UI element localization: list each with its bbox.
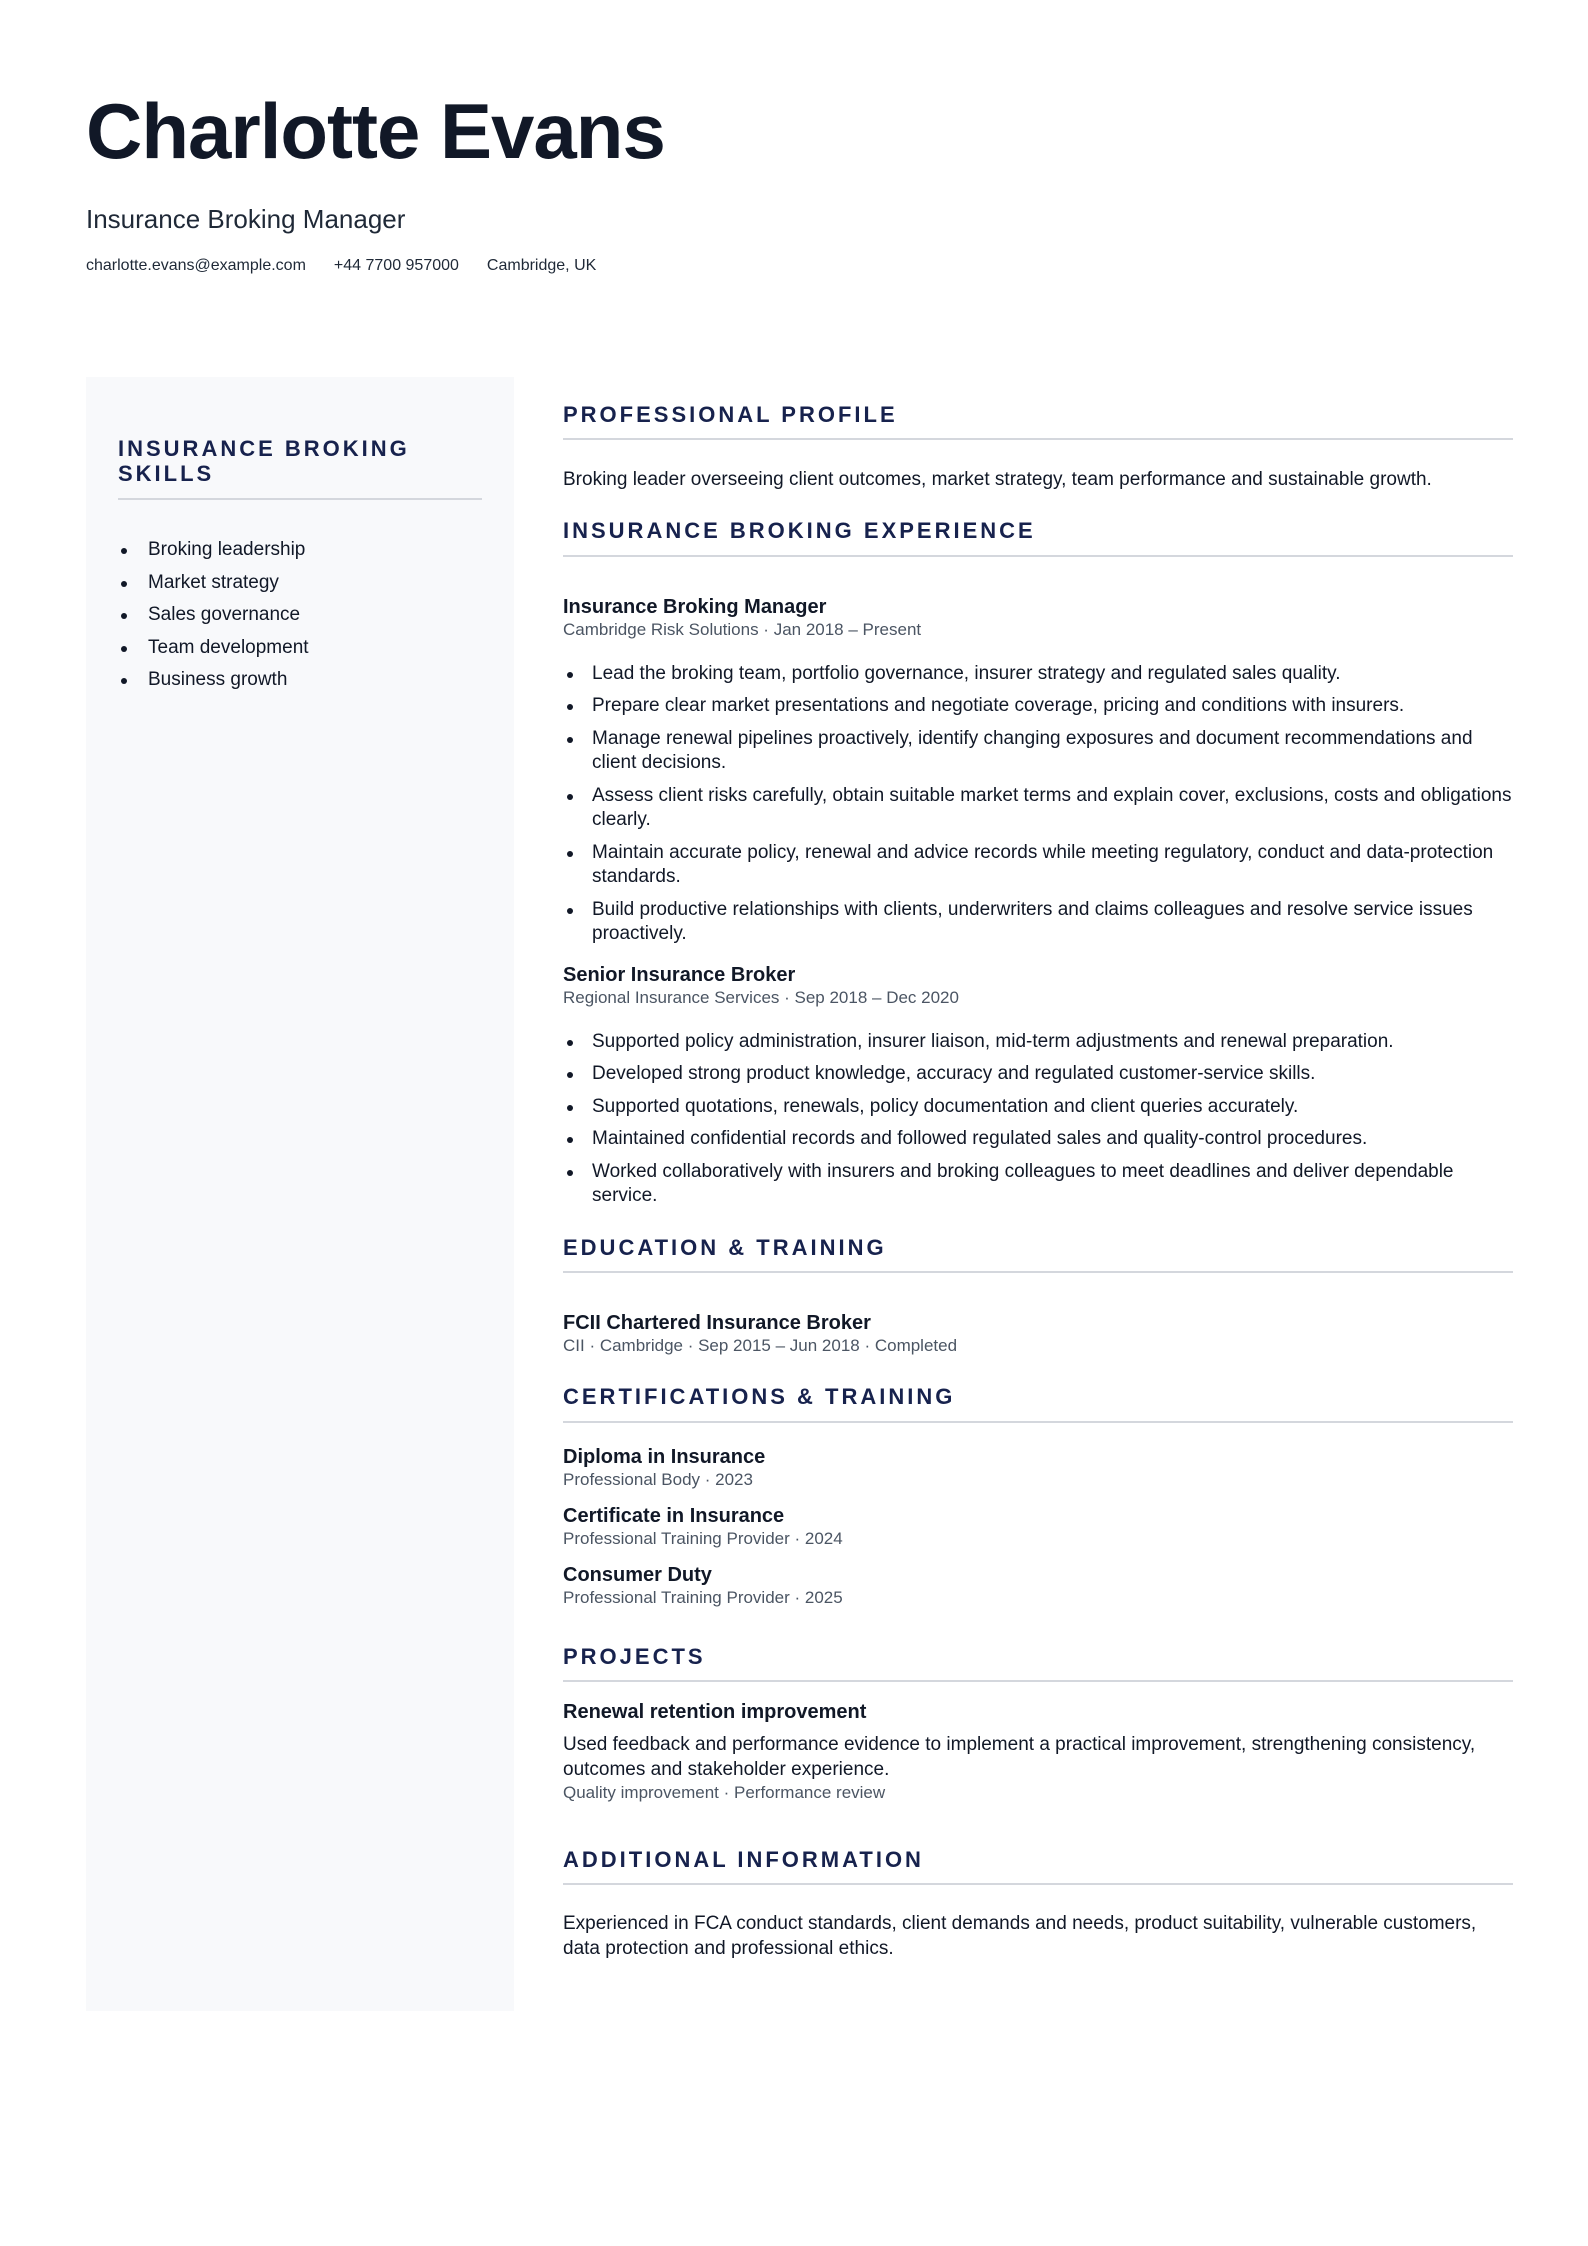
job-bullet: Assess client risks carefully, obtain suitable market terms and explain cover, exclusions, costs and obligations clearly.	[563, 784, 1513, 833]
certification-meta: Professional Body · 2023	[563, 1469, 753, 1489]
profile-heading: PROFESSIONAL PROFILE	[563, 402, 1513, 440]
certifications-heading: CERTIFICATIONS & TRAINING	[563, 1384, 1513, 1422]
skill-item: Team development	[118, 632, 482, 665]
certification-title: Certificate in Insurance	[563, 1504, 785, 1527]
education-entry	[563, 1311, 1513, 1356]
contact-location: Cambridge, UK	[486, 257, 597, 274]
job-bullets	[563, 662, 1513, 947]
resume-header	[86, 87, 1502, 275]
additional-text: Experienced in FCA conduct standards, client demands and needs, product suitability, vulnerable customers, data protection and professional ethics.	[563, 1913, 1477, 1960]
project-meta: Quality improvement · Performance review	[563, 1782, 886, 1802]
job-bullet: Worked collaboratively with insurers and broking colleagues to meet deadlines and deliver dependable service.	[563, 1160, 1513, 1209]
certification-entry	[563, 1563, 1513, 1608]
job-bullets	[563, 1030, 1513, 1209]
job-bullet: Developed strong product knowledge, accuracy and regulated customer-service skills.	[563, 1062, 1513, 1087]
skill-item: Market strategy	[118, 567, 482, 600]
certification-meta: Professional Training Provider · 2025	[563, 1587, 843, 1607]
job-bullet: Build productive relationships with clients, underwriters and claims colleagues and resolve service issues proactively.	[563, 898, 1513, 947]
job-entry	[563, 595, 1513, 947]
skill-item: Business growth	[118, 664, 482, 697]
certification-title: Consumer Duty	[563, 1563, 712, 1586]
contact-line	[86, 257, 1502, 275]
main-column	[563, 402, 1513, 1961]
job-bullet: Supported policy administration, insurer liaison, mid-term adjustments and renewal preparation.	[563, 1030, 1513, 1055]
job-bullet: Maintained confidential records and followed regulated sales and quality-control procedures.	[563, 1127, 1513, 1152]
experience-heading: INSURANCE BROKING EXPERIENCE	[563, 518, 1513, 556]
job-meta: Cambridge Risk Solutions · Jan 2018 – Present	[563, 619, 922, 639]
job-bullet: Lead the broking team, portfolio governance, insurer strategy and regulated sales quality.	[563, 662, 1513, 687]
skill-item: Broking leadership	[118, 534, 482, 567]
job-bullet: Manage renewal pipelines proactively, identify changing exposures and document recommendations and client decisions.	[563, 727, 1513, 776]
education-heading: EDUCATION & TRAINING	[563, 1235, 1513, 1273]
skills-list	[118, 534, 482, 697]
job-bullet: Maintain accurate policy, renewal and advice records while meeting regulatory, conduct and data-protection standards.	[563, 841, 1513, 890]
certifications-section	[563, 1384, 1513, 1607]
skills-sidebar	[86, 377, 514, 2011]
certification-title: Diploma in Insurance	[563, 1445, 766, 1468]
profile-text: Broking leader overseeing client outcomes, market strategy, team performance and sustainable growth.	[563, 469, 1432, 491]
projects-heading: PROJECTS	[563, 1644, 1513, 1682]
project-title: Renewal retention improvement	[563, 1700, 867, 1723]
certification-entry	[563, 1445, 1513, 1490]
certification-entry	[563, 1504, 1513, 1549]
job-entry	[563, 963, 1513, 1209]
contact-email: charlotte.evans@example.com	[86, 257, 306, 274]
job-meta: Regional Insurance Services · Sep 2018 – Dec 2020	[563, 987, 959, 1007]
skills-heading: INSURANCE BROKING SKILLS	[118, 437, 482, 500]
projects-section	[563, 1644, 1513, 1803]
skill-item: Sales governance	[118, 599, 482, 632]
job-bullet: Supported quotations, renewals, policy documentation and client queries accurately.	[563, 1095, 1513, 1120]
certification-meta: Professional Training Provider · 2024	[563, 1528, 843, 1548]
candidate-name: Charlotte Evans	[86, 87, 665, 175]
education-meta: CII · Cambridge · Sep 2015 – Jun 2018 · Completed	[563, 1336, 958, 1356]
education-title: FCII Chartered Insurance Broker	[563, 1312, 871, 1335]
experience-section	[563, 518, 1513, 1208]
profile-section	[563, 402, 1513, 492]
job-title: Senior Insurance Broker	[563, 963, 796, 986]
contact-phone: +44 7700 957000	[333, 257, 459, 274]
candidate-role: Insurance Broking Manager	[86, 204, 406, 234]
additional-heading: ADDITIONAL INFORMATION	[563, 1847, 1513, 1885]
job-title: Insurance Broking Manager	[563, 595, 827, 618]
additional-section	[563, 1847, 1513, 1961]
job-bullet: Prepare clear market presentations and negotiate coverage, pricing and conditions with insurers.	[563, 694, 1513, 719]
education-section	[563, 1235, 1513, 1356]
project-entry	[563, 1700, 1513, 1803]
project-text: Used feedback and performance evidence to implement a practical improvement, strengthening consistency, outcomes and stakeholder experience.	[563, 1733, 1476, 1780]
